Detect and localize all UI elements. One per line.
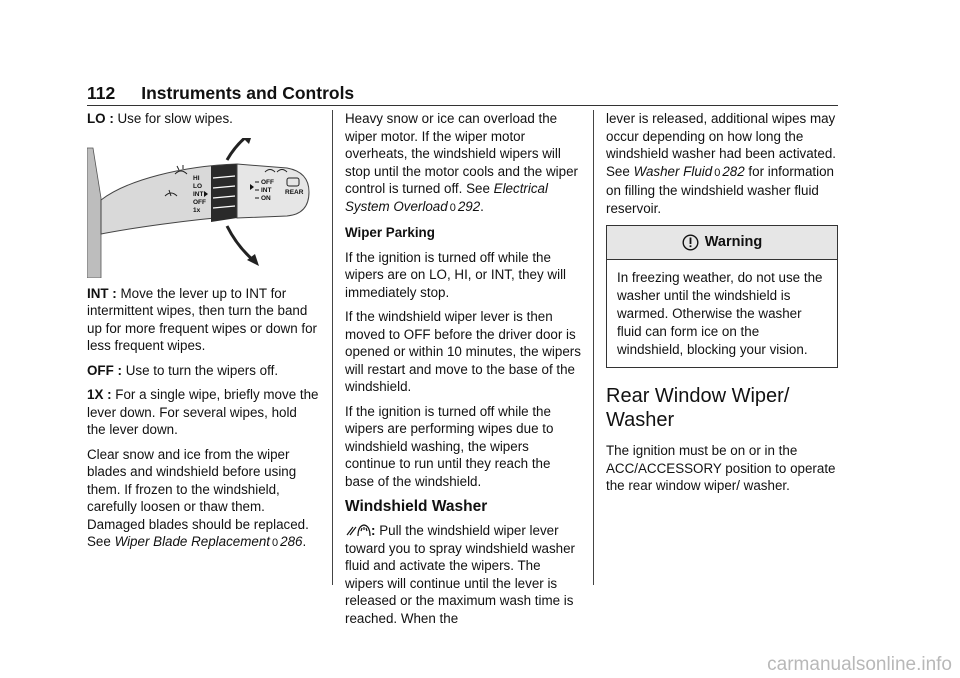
- column-2: [345, 110, 581, 634]
- column-divider-2: [593, 110, 594, 585]
- clear-paragraph: Clear snow and ice from the wiper blades and windshield before using them. If frozen to the windshield, carefully loosen or thaw them. Damaged blades should be replaced. See Wiper Blade Replacement 0 286.: [87, 446, 309, 549]
- page-header: [87, 82, 838, 104]
- xref-wiper-blade[interactable]: Wiper Blade Replacement: [114, 534, 270, 549]
- parking-paragraph-2: If the windshield wiper lever is then moved to OFF before the driver door is opened or within 10 minutes, the wipers will restart and move to the base of the windshield.: [345, 309, 581, 394]
- label-rear-on: ON: [261, 194, 271, 202]
- xref-symbol: 0: [449, 201, 456, 214]
- label-off: OFF: [193, 198, 206, 206]
- washer-paragraph: : Pull the windshield wiper lever toward you to spray windshield washer fluid and activate the wipers. The wipers will continue until the lever is released or the maximum wash time is reached. When the: [345, 523, 575, 626]
- windshield-washer-heading: Windshield Washer: [345, 498, 488, 515]
- parking-paragraph-1: If the ignition is turned off while the wipers are on LO, HI, or INT, they will immediately stop.: [345, 249, 567, 300]
- watermark: carmanualsonline.info: [767, 654, 952, 675]
- column-divider-1: [332, 110, 333, 585]
- header-rule: [87, 105, 838, 106]
- xref-symbol: 0: [714, 166, 721, 179]
- page-number: 112: [87, 83, 116, 103]
- overload-paragraph: Heavy snow or ice can overload the wiper motor. If the wiper motor overheats, the windshield wipers will stop until the motor cools and the wiper control is turned off. See Electrical System Overload 0 292.: [345, 111, 578, 214]
- page-title: Instruments and Controls: [141, 83, 355, 103]
- label-lo: LO: [193, 182, 203, 190]
- warning-text: In freezing weather, do not use the washer until the windshield is warmed. Otherwise the washer fluid can form ice on the windshield, blocking your vision.: [617, 270, 823, 357]
- label-rear-off: OFF: [261, 178, 274, 186]
- rear-wiper-heading: Rear Window Wiper/ Washer: [606, 385, 790, 431]
- label-int: INT: [193, 190, 204, 198]
- xref-page[interactable]: 292: [457, 198, 481, 214]
- warning-title: Warning: [704, 233, 763, 250]
- xref-electrical[interactable]: Electrical System Overload: [345, 181, 548, 214]
- washer-fluid-paragraph: lever is released, additional wipes may occur depending on how long the windshield washer had been activated. See Washer Fluid 0 282 for information on filling the windshield washer fluid reservoir.: [606, 111, 837, 216]
- label-hi: HI: [193, 174, 200, 182]
- parking-paragraph-3: If the ignition is turned off while the wipers are performing wipes due to windshield washing, the wipers continue to run until they reach the base of the windshield.: [345, 403, 554, 489]
- xref-washer-fluid[interactable]: Washer Fluid: [633, 163, 713, 179]
- warning-box: [606, 225, 838, 368]
- int-paragraph: INT : Move the lever up to INT for intermittent wipes, then turn the band up for more frequent wipes or down for less frequent wipes.: [87, 285, 317, 353]
- xref-symbol: 0: [272, 537, 279, 549]
- lo-paragraph: LO : Use for slow wipes.: [87, 111, 233, 126]
- xref-page[interactable]: 286: [280, 534, 303, 549]
- onex-paragraph: 1X : For a single wipe, briefly move the lever down. For several wipes, hold the lever down.: [87, 387, 319, 437]
- column-3: [606, 110, 838, 502]
- warning-icon: [682, 234, 699, 251]
- wiper-lever-illustration: [87, 138, 319, 278]
- wiper-parking-heading: Wiper Parking: [345, 225, 435, 240]
- column-1: [87, 110, 319, 560]
- label-rear: REAR: [285, 188, 304, 196]
- rear-wiper-paragraph: The ignition must be on or in the ACC/ACCESSORY position to operate the rear window wiper/ washer.: [606, 443, 836, 493]
- windshield-washer-icon: [345, 523, 371, 537]
- label-1x: 1x: [193, 206, 201, 214]
- warning-header: [607, 226, 837, 260]
- label-rear-int: INT: [261, 186, 272, 194]
- off-paragraph: OFF : Use to turn the wipers off.: [87, 362, 279, 378]
- xref-page[interactable]: 282: [722, 163, 745, 179]
